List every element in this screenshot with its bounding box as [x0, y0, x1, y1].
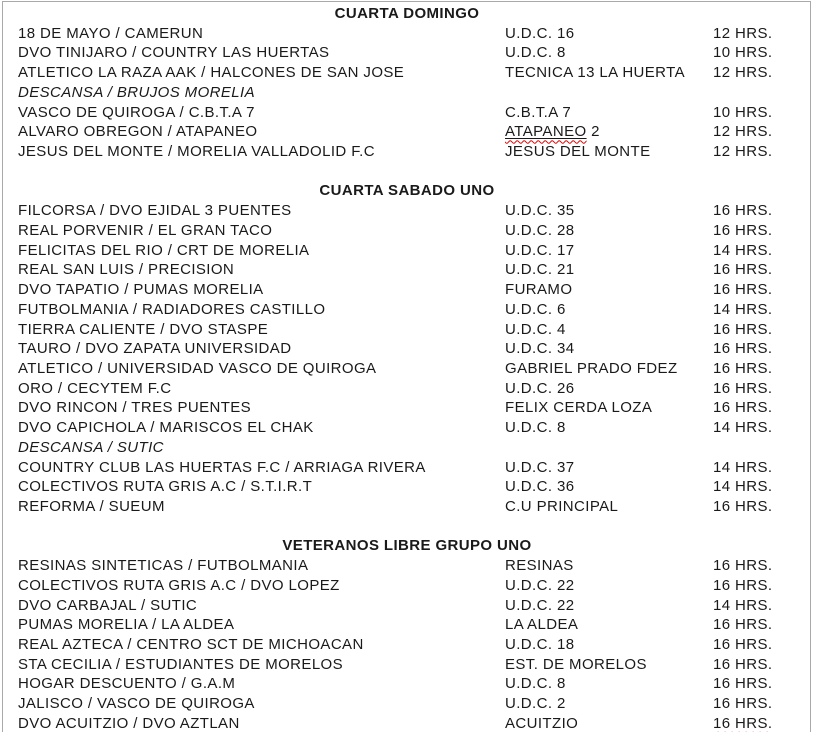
time-cell: 16 HRS. — [713, 202, 773, 220]
time-cell: 16 HRS. — [713, 399, 773, 417]
match-cell: REAL PORVENIR / EL GRAN TACO — [18, 221, 273, 239]
venue-cell: U.D.C. 22 — [505, 596, 575, 614]
schedule-row — [18, 280, 796, 300]
venue-cell: C.U PRINCIPAL — [505, 497, 619, 515]
venue-cell: EST. DE MORELOS — [505, 655, 647, 673]
venue-cell: FURAMO — [505, 281, 573, 299]
schedule-row — [18, 576, 796, 596]
schedule-row — [18, 359, 796, 379]
venue-cell — [505, 122, 713, 142]
match-cell: FILCORSA / DVO EJIDAL 3 PUENTES — [18, 202, 292, 220]
venue-cell: RESINAS — [505, 557, 574, 575]
schedule-row — [18, 320, 796, 340]
time-cell: 16 HRS. — [713, 695, 773, 713]
venue-cell: U.D.C. 8 — [505, 44, 566, 62]
schedule-row — [18, 339, 796, 359]
schedule-content — [3, 2, 810, 732]
venue-cell: U.D.C. 34 — [505, 340, 575, 358]
schedule-row — [18, 635, 796, 655]
time-cell: 12 HRS. — [713, 143, 773, 161]
schedule-row — [18, 674, 796, 694]
time-cell: 14 HRS. — [713, 596, 773, 614]
venue-cell: U.D.C. 4 — [505, 320, 566, 338]
match-cell: JESUS DEL MONTE / MORELIA VALLADOLID F.C — [18, 143, 375, 161]
venue-cell: U.D.C. 8 — [505, 675, 566, 693]
match-cell: DVO RINCON / TRES PUENTES — [18, 399, 252, 417]
match-cell: JALISCO / VASCO DE QUIROGA — [18, 695, 255, 713]
match-cell: HOGAR DESCUENTO / G.A.M — [18, 675, 236, 693]
venue-cell: C.B.T.A 7 — [505, 103, 572, 121]
schedule-row — [18, 556, 796, 576]
section-title: CUARTA DOMINGO — [334, 5, 480, 22]
document-page — [2, 1, 811, 732]
schedule-row — [18, 142, 796, 162]
match-cell: FELICITAS DEL RIO / CRT DE MORELIA — [18, 241, 310, 259]
section-rows — [18, 556, 796, 732]
misspelled-word — [505, 123, 587, 140]
venue-cell — [505, 83, 713, 103]
venue-cell: U.D.C. 17 — [505, 241, 575, 259]
match-cell: TAURO / DVO ZAPATA UNIVERSIDAD — [18, 340, 292, 358]
schedule-row — [18, 241, 796, 261]
section-rows — [18, 201, 796, 517]
match-cell: ORO / CECYTEM F.C — [18, 379, 172, 397]
venue-cell: U.D.C. 28 — [505, 221, 575, 239]
time-cell: 16 HRS. — [713, 576, 773, 594]
venue-text-part: 2 — [586, 123, 600, 141]
venue-cell: U.D.C. 21 — [505, 261, 575, 279]
section-title: VETERANOS LIBRE GRUPO UNO — [282, 537, 532, 555]
time-cell: 16 HRS. — [713, 557, 773, 575]
time-cell: 14 HRS. — [713, 458, 773, 476]
schedule-row — [18, 83, 796, 103]
schedule-row — [18, 694, 796, 714]
venue-cell: U.D.C. 36 — [505, 478, 575, 496]
schedule-row — [18, 300, 796, 320]
venue-cell: U.D.C. 8 — [505, 419, 566, 437]
time-cell: 16 HRS. — [713, 261, 773, 279]
venue-cell: U.D.C. 18 — [505, 636, 575, 653]
match-cell: COUNTRY CLUB LAS HUERTAS F.C / ARRIAGA RIVERA — [18, 458, 426, 476]
venue-cell: U.D.C. 16 — [505, 24, 575, 42]
match-cell: DVO TAPATIO / PUMAS MORELIA — [18, 281, 264, 299]
match-cell: REFORMA / SUEUM — [18, 497, 165, 515]
venue-cell: U.D.C. 35 — [505, 202, 575, 220]
match-cell: DVO CARBAJAL / SUTIC — [18, 596, 198, 614]
match-cell: PUMAS MORELIA / LA ALDEA — [18, 616, 235, 634]
venue-cell: JESUS DEL MONTE — [505, 143, 651, 161]
match-cell: REAL SAN LUIS / PRECISION — [18, 261, 235, 279]
time-cell: 16 HRS. — [713, 281, 773, 299]
venue-cell: U.D.C. 6 — [505, 300, 566, 318]
match-cell: DVO ACUITZIO / DVO AZTLAN — [18, 714, 240, 732]
schedule-row — [18, 103, 796, 123]
match-cell: DESCANSA / SUTIC — [18, 438, 164, 456]
venue-text-part: ATAPANEO — [505, 123, 587, 141]
schedule-row — [18, 24, 796, 44]
venue-cell: GABRIEL PRADO FDEZ — [505, 359, 678, 377]
schedule-row — [18, 418, 796, 438]
time-cell: 16 HRS. — [713, 221, 773, 239]
schedule-section — [18, 181, 796, 516]
venue-cell: U.D.C. 37 — [505, 458, 575, 476]
time-cell: 16 HRS. — [713, 675, 773, 693]
schedule-row — [18, 221, 796, 241]
match-cell: 18 DE MAYO / CAMERUN — [18, 24, 204, 42]
schedule-row — [18, 655, 796, 675]
schedule-row — [18, 63, 796, 83]
schedule-row — [18, 260, 796, 280]
schedule-row — [18, 201, 796, 221]
venue-cell — [505, 438, 713, 458]
match-cell: COLECTIVOS RUTA GRIS A.C / DVO LOPEZ — [18, 576, 340, 594]
schedule-section — [18, 4, 796, 162]
time-cell — [713, 438, 796, 458]
time-cell: 16 HRS. — [713, 636, 773, 653]
match-cell: ATLETICO / UNIVERSIDAD VASCO DE QUIROGA — [18, 359, 377, 377]
section-title: CUARTA SABADO UNO — [319, 182, 495, 200]
match-cell: ATLETICO LA RAZA AAK / HALCONES DE SAN JOSE — [18, 64, 405, 82]
schedule-row — [18, 458, 796, 478]
match-cell: TIERRA CALIENTE / DVO STASPE — [18, 320, 269, 338]
time-cell: 16 HRS. — [713, 655, 773, 673]
time-cell: 14 HRS. — [713, 300, 773, 318]
schedule-row — [18, 497, 796, 517]
time-cell: 10 HRS. — [713, 103, 773, 121]
schedule-row — [18, 43, 796, 63]
time-cell: 14 HRS. — [713, 419, 773, 437]
venue-cell: U.D.C. 26 — [505, 379, 575, 397]
time-cell: 12 HRS. — [713, 123, 773, 141]
schedule-row — [18, 438, 796, 458]
match-cell: REAL AZTECA / CENTRO SCT DE MICHOACAN — [18, 636, 364, 653]
match-cell: FUTBOLMANIA / RADIADORES CASTILLO — [18, 300, 326, 318]
time-cell: 16 HRS. — [713, 359, 773, 377]
time-cell: 16 HRS. — [713, 340, 773, 358]
time-cell: 12 HRS. — [713, 64, 773, 82]
time-cell: 14 HRS. — [713, 478, 773, 496]
time-cell: 12 HRS. — [713, 24, 773, 42]
match-cell: RESINAS SINTETICAS / FUTBOLMANIA — [18, 557, 309, 575]
match-cell: COLECTIVOS RUTA GRIS A.C / S.T.I.R.T — [18, 478, 313, 496]
match-cell: ALVARO OBREGON / ATAPANEO — [18, 123, 258, 141]
schedule-row — [18, 615, 796, 635]
time-cell: 16 HRS. — [713, 497, 773, 515]
section-rows — [18, 24, 796, 162]
match-cell: DVO TINIJARO / COUNTRY LAS HUERTAS — [18, 44, 330, 62]
match-cell: VASCO DE QUIROGA / C.B.T.A 7 — [18, 103, 255, 121]
match-cell: DVO CAPICHOLA / MARISCOS EL CHAK — [18, 419, 314, 437]
time-cell: 16 HRS. — [713, 379, 773, 397]
schedule-row — [18, 379, 796, 399]
match-cell: DESCANSA / BRUJOS MORELIA — [18, 83, 255, 101]
venue-cell: TECNICA 13 LA HUERTA — [505, 64, 686, 82]
time-cell: 14 HRS. — [713, 241, 773, 259]
venue-cell: U.D.C. 22 — [505, 576, 575, 594]
time-cell: 16 HRS. — [713, 320, 773, 338]
schedule-row — [18, 398, 796, 418]
venue-cell: LA ALDEA — [505, 616, 579, 634]
venue-cell: ACUITZIO — [505, 714, 579, 732]
time-cell: 16 HRS. — [713, 714, 773, 732]
schedule-section — [18, 536, 796, 732]
schedule-row — [18, 596, 796, 616]
venue-cell: FELIX CERDA LOZA — [505, 399, 653, 417]
time-cell: 10 HRS. — [713, 44, 773, 62]
time-cell: 16 HRS. — [713, 616, 773, 634]
schedule-row — [18, 714, 796, 732]
match-cell: STA CECILIA / ESTUDIANTES DE MORELOS — [18, 655, 344, 673]
time-cell — [713, 83, 796, 103]
schedule-row — [18, 122, 796, 142]
schedule-row — [18, 477, 796, 497]
venue-cell: U.D.C. 2 — [505, 695, 566, 713]
